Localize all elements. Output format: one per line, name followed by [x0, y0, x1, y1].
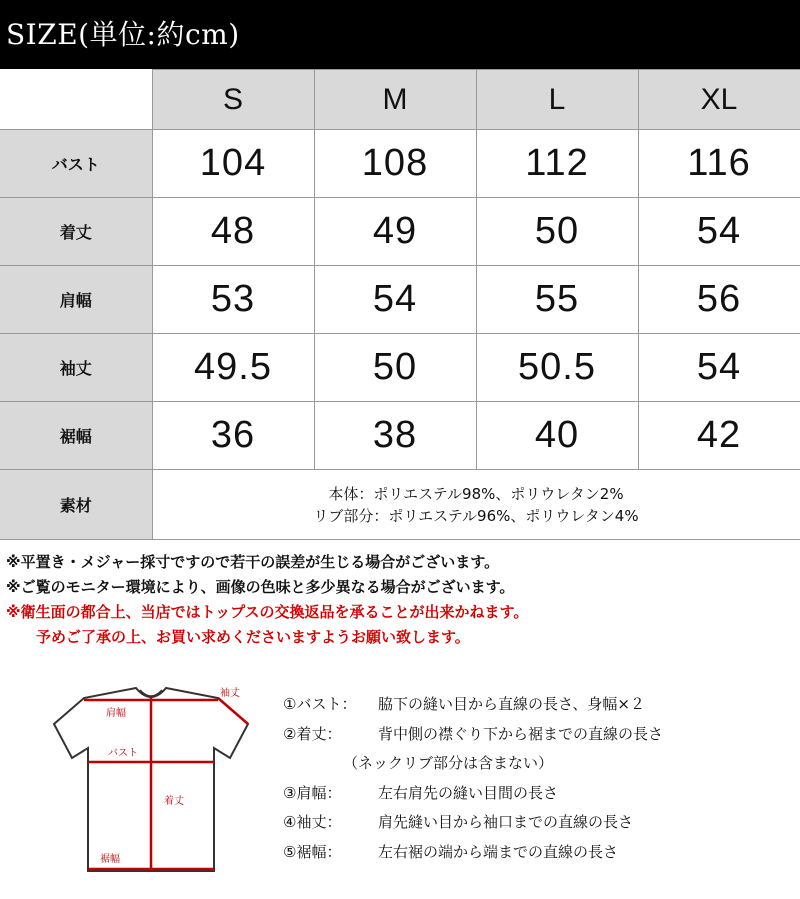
row-label-bust: バスト	[0, 130, 152, 198]
tshirt-diagram	[44, 676, 284, 881]
list-item	[283, 779, 798, 809]
table-row	[0, 402, 800, 470]
definition-key: ②着丈：	[283, 724, 342, 743]
table-cell: 49	[314, 198, 476, 266]
table-corner	[0, 70, 152, 130]
list-item	[283, 749, 798, 779]
table-row	[0, 266, 800, 334]
table-cell: 38	[314, 402, 476, 470]
note-warning: 予めご了承の上、お買い求めくださいますようお願い致します。	[36, 628, 470, 646]
row-label-length: 着丈	[0, 198, 152, 266]
definition-key: ①バスト：	[283, 695, 357, 713]
table-row	[0, 470, 800, 540]
table-cell: 42	[638, 402, 800, 470]
table-cell: 54	[638, 198, 800, 266]
table-cell: 55	[476, 266, 638, 334]
definition-key: ④袖丈：	[283, 813, 342, 831]
table-cell: 48	[152, 198, 314, 266]
table-cell: 56	[638, 266, 800, 334]
row-label-sleeve: 袖丈	[0, 334, 152, 402]
diagram-label-shoulder: 肩幅	[106, 708, 126, 719]
definition-key: ⑤裾幅：	[283, 842, 342, 861]
definition-value: 肩先縫い目から袖口までの直線の長さ	[378, 813, 634, 831]
table-row	[0, 198, 800, 266]
col-header-s: S	[152, 70, 314, 130]
table-cell: 116	[638, 130, 800, 198]
table-cell: 108	[314, 130, 476, 198]
list-item	[283, 838, 798, 868]
definition-value: 背中側の襟ぐり下から裾までの直線の長さ	[378, 724, 664, 743]
table-row	[0, 334, 800, 402]
col-header-l: L	[476, 70, 638, 130]
table-cell: 50	[314, 334, 476, 402]
list-item	[283, 720, 798, 750]
size-table	[0, 69, 800, 540]
definition-key: ③肩幅：	[283, 783, 342, 802]
table-cell: 54	[314, 266, 476, 334]
measurement-definitions	[283, 690, 798, 867]
definition-value: （ネックリブ部分は含まない）	[343, 754, 554, 772]
table-cell: 104	[152, 130, 314, 198]
material-cell	[152, 470, 800, 540]
row-label-hem: 裾幅	[0, 402, 152, 470]
table-cell: 54	[638, 334, 800, 402]
material-line: リブ部分：ポリエステル96%、ポリウレタン4%	[313, 506, 639, 525]
table-cell: 36	[152, 402, 314, 470]
table-cell: 50	[476, 198, 638, 266]
definition-value: 脇下の縫い目から直線の長さ、身幅×２	[378, 695, 645, 713]
diagram-label-length: 着丈	[164, 796, 184, 807]
material-line: 本体：ポリエステル98%、ポリウレタン2%	[328, 484, 624, 503]
page-title: SIZE(単位:約cm)	[0, 0, 800, 69]
diagram-label-bust: バスト	[108, 748, 138, 759]
table-cell: 112	[476, 130, 638, 198]
table-cell: 40	[476, 402, 638, 470]
notes-section	[0, 550, 800, 650]
table-row	[0, 130, 800, 198]
col-header-xl: XL	[638, 70, 800, 130]
definition-value: 左右裾の端から端までの直線の長さ	[378, 842, 619, 861]
diagram-label-sleeve: 袖丈	[220, 688, 240, 699]
col-header-m: M	[314, 70, 476, 130]
table-cell: 50.5	[476, 334, 638, 402]
row-label-shoulder: 肩幅	[0, 266, 152, 334]
list-item	[283, 808, 798, 838]
table-cell: 53	[152, 266, 314, 334]
note-text: ※平置き・メジャー採寸ですので若干の誤差が生じる場合がございます。	[6, 553, 500, 571]
diagram-label-hem: 裾幅	[100, 854, 120, 865]
list-item	[283, 690, 798, 720]
table-cell: 49.5	[152, 334, 314, 402]
definition-value: 左右肩先の縫い目間の長さ	[378, 783, 559, 802]
row-label-material: 素材	[0, 470, 152, 540]
note-warning: ※衛生面の都合上、当店ではトップスの交換返品を承ることが出来かねます。	[6, 603, 529, 621]
note-text: ※ご覧のモニター環境により、画像の色味と多少異なる場合がございます。	[6, 578, 515, 596]
